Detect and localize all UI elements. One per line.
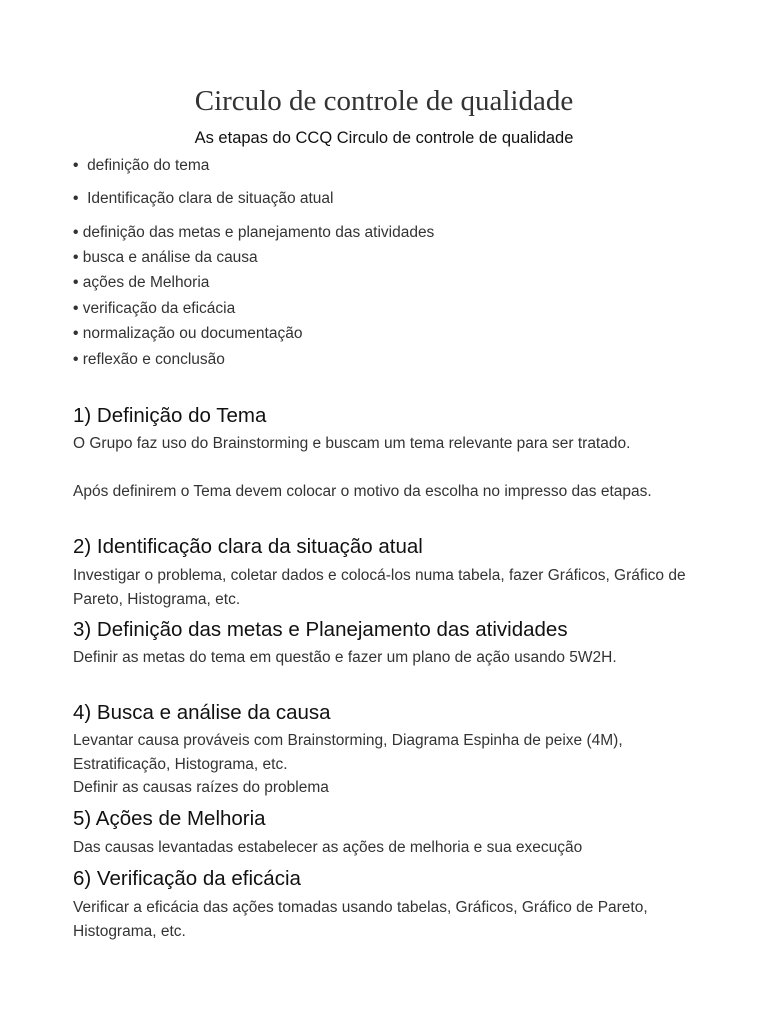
section-paragraph: Investigar o problema, coletar dados e colocá-los numa tabela, fazer Gráficos, Gráfico de Pareto, Histograma, etc. [73, 567, 686, 608]
bullet-item [73, 223, 434, 243]
bullet-dot: • [73, 157, 79, 174]
bullet-dot: • [73, 274, 79, 291]
section-paragraph: Das causas levantadas estabelecer as ações de melhoria e sua execução [73, 839, 583, 856]
section-paragraph: O Grupo faz uso do Brainstorming e buscam um tema relevante para ser tratado. [73, 435, 631, 452]
bullet-dot: • [73, 249, 79, 266]
bullet-item [73, 273, 209, 293]
section-heading: 1) Definição do Tema [73, 404, 267, 427]
bullet-dot: • [73, 325, 79, 342]
section-paragraph: Verificar a eficácia das ações tomadas usando tabelas, Gráficos, Gráfico de Pareto, Histograma, etc. [73, 899, 648, 940]
document-subtitle: As etapas do CCQ Circulo de controle de qualidade [194, 129, 574, 147]
section-heading: 6) Verificação da eficácia [73, 867, 301, 890]
bullet-text: definição do tema [87, 157, 210, 174]
bullet-dot: • [73, 190, 79, 207]
section-paragraph: Definir as metas do tema em questão e fazer um plano de ação usando 5W2H. [73, 649, 617, 666]
bullet-item [73, 189, 334, 209]
bullet-item [73, 324, 302, 344]
section-heading: 5) Ações de Melhoria [73, 807, 266, 830]
section-paragraph: Definir as causas raízes do problema [73, 779, 329, 796]
bullet-text: definição das metas e planejamento das atividades [82, 224, 435, 241]
bullet-dot: • [73, 351, 79, 368]
bullet-item [73, 350, 225, 370]
bullet-text: Identificação clara de situação atual [87, 190, 334, 207]
section-heading: 2) Identificação clara da situação atual [73, 535, 423, 558]
bullet-text: busca e análise da causa [82, 249, 258, 266]
bullet-text: normalização ou documentação [82, 325, 303, 342]
section-paragraph: Levantar causa prováveis com Brainstorming, Diagrama Espinha de peixe (4M), Estratificação, Histograma, etc. [73, 732, 623, 773]
section-paragraph: Após definirem o Tema devem colocar o motivo da escolha no impresso das etapas. [73, 483, 652, 500]
bullet-dot: • [73, 224, 79, 241]
bullet-text: reflexão e conclusão [82, 351, 225, 368]
section-heading: 3) Definição das metas e Planejamento das atividades [73, 618, 568, 641]
bullet-item [73, 156, 209, 176]
bullet-item [73, 299, 235, 319]
bullet-text: verificação da eficácia [82, 300, 236, 317]
section-heading: 4) Busca e análise da causa [73, 701, 331, 724]
bullet-dot: • [73, 300, 79, 317]
bullet-text: ações de Melhoria [82, 274, 210, 291]
bullet-item [73, 248, 258, 268]
document-title: Circulo de controle de qualidade [194, 85, 574, 117]
